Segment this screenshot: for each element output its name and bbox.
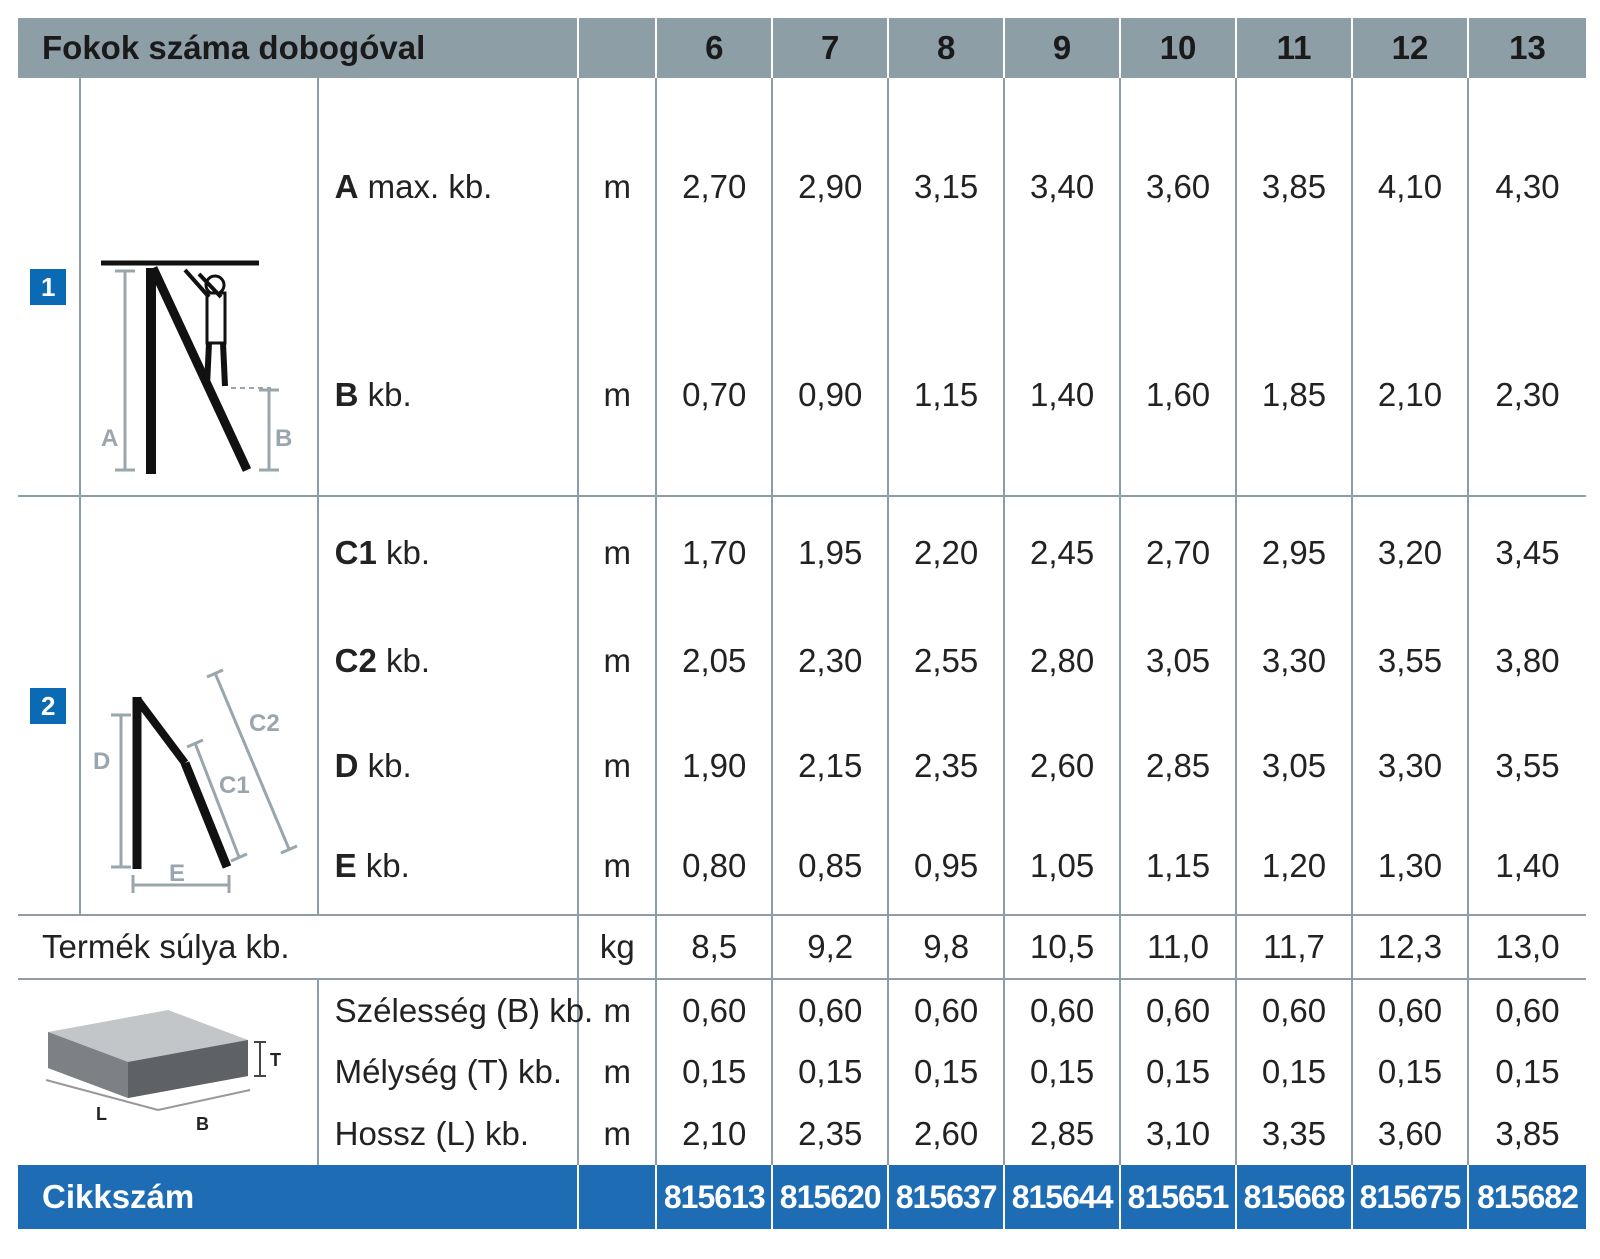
value-cell: 0,15: [656, 1041, 772, 1103]
value-cell: 2,10: [1352, 295, 1468, 496]
value-cell: 12,3: [1352, 915, 1468, 979]
figure-label-a: A: [100, 425, 118, 452]
value-cell: 2,85: [1004, 1103, 1120, 1165]
figure-label-l: L: [96, 1104, 107, 1124]
article-number-label: Cikkszám: [18, 1165, 578, 1229]
figure-label-b: B: [274, 425, 292, 452]
row-label-rest: max. kb.: [358, 167, 493, 205]
value-cell: 1,15: [1120, 818, 1236, 915]
article-number-cell: 815637: [888, 1165, 1004, 1229]
row-label-bold: C2: [334, 642, 377, 680]
row-label: Hossz (L) kb.: [318, 1103, 579, 1165]
package-box-icon: [18, 980, 310, 1160]
section-1-index: [18, 78, 80, 496]
value-cell: 8,5: [656, 915, 772, 979]
value-cell: 2,95: [1236, 496, 1352, 609]
header-unit-cell: [578, 18, 656, 78]
header-col: 9: [1004, 18, 1120, 78]
figure-label-c2: C2: [248, 710, 280, 737]
row-unit: m: [578, 1041, 656, 1103]
row-unit: m: [578, 714, 656, 819]
value-cell: 2,20: [888, 496, 1004, 609]
value-cell: 0,15: [1236, 1041, 1352, 1103]
value-cell: 13,0: [1468, 915, 1586, 979]
package-figure: [18, 979, 318, 1165]
value-cell: 1,05: [1004, 818, 1120, 915]
value-cell: 11,0: [1120, 915, 1236, 979]
value-cell: 3,60: [1120, 78, 1236, 295]
value-cell: 3,30: [1352, 714, 1468, 819]
table-row: [18, 979, 1586, 1041]
row-label-rest: kb.: [376, 533, 431, 571]
value-cell: 0,60: [1120, 979, 1236, 1041]
row-label-rest: kb.: [376, 642, 431, 680]
value-cell: 2,30: [1468, 295, 1586, 496]
row-label: [318, 609, 579, 714]
table-row: [18, 496, 1586, 609]
row-unit: m: [578, 295, 656, 496]
figure-label-e: E: [168, 860, 185, 887]
header-title: Fokok száma dobogóval: [18, 18, 578, 78]
ladder-spec-table: [18, 18, 1586, 1229]
section-2-figure: [80, 496, 318, 915]
section-1-figure: [80, 78, 318, 496]
value-cell: 1,40: [1004, 295, 1120, 496]
section-2-index: [18, 496, 80, 915]
row-label-bold: B: [334, 376, 359, 414]
value-cell: 0,60: [888, 979, 1004, 1041]
value-cell: 2,35: [888, 714, 1004, 819]
value-cell: 11,7: [1236, 915, 1352, 979]
header-col: 6: [656, 18, 772, 78]
value-cell: 3,85: [1236, 78, 1352, 295]
row-unit: m: [578, 1103, 656, 1165]
value-cell: 1,90: [656, 714, 772, 819]
value-cell: 2,80: [1004, 609, 1120, 714]
value-cell: 0,60: [1236, 979, 1352, 1041]
value-cell: 0,60: [1468, 979, 1586, 1041]
figure-label-b-box: B: [196, 1114, 209, 1134]
value-cell: 9,8: [888, 915, 1004, 979]
row-label-rest: kb.: [356, 847, 410, 885]
article-number-cell: 815651: [1120, 1165, 1236, 1229]
value-cell: 2,90: [772, 78, 888, 295]
value-cell: 2,35: [772, 1103, 888, 1165]
header-col: 8: [888, 18, 1004, 78]
value-cell: 3,05: [1236, 714, 1352, 819]
value-cell: 1,70: [656, 496, 772, 609]
weight-unit: kg: [578, 915, 656, 979]
value-cell: 3,40: [1004, 78, 1120, 295]
value-cell: 0,60: [772, 979, 888, 1041]
value-cell: 3,55: [1468, 714, 1586, 819]
row-label-bold: D: [334, 746, 359, 784]
value-cell: 0,90: [772, 295, 888, 496]
weight-row: [18, 915, 1586, 979]
value-cell: 2,60: [888, 1103, 1004, 1165]
article-number-row: [18, 1165, 1586, 1229]
section-2-badge: 2: [30, 688, 66, 724]
figure-label-t: T: [270, 1050, 281, 1070]
value-cell: 10,5: [1004, 915, 1120, 979]
value-cell: 3,30: [1236, 609, 1352, 714]
row-unit: m: [578, 609, 656, 714]
value-cell: 3,15: [888, 78, 1004, 295]
ladder-spec-table-wrapper: [18, 18, 1586, 1229]
value-cell: 3,05: [1120, 609, 1236, 714]
weight-label: Termék súlya kb.: [18, 915, 578, 979]
value-cell: 9,2: [772, 915, 888, 979]
value-cell: 2,70: [1120, 496, 1236, 609]
value-cell: 2,85: [1120, 714, 1236, 819]
value-cell: 3,20: [1352, 496, 1468, 609]
header-col: 13: [1468, 18, 1586, 78]
value-cell: 0,15: [1468, 1041, 1586, 1103]
value-cell: 2,55: [888, 609, 1004, 714]
row-unit: m: [578, 979, 656, 1041]
value-cell: 0,60: [1004, 979, 1120, 1041]
row-label: [318, 714, 579, 819]
value-cell: 0,95: [888, 818, 1004, 915]
value-cell: 0,80: [656, 818, 772, 915]
table-row: [18, 78, 1586, 295]
article-number-unit-cell: [578, 1165, 656, 1229]
value-cell: 0,15: [1352, 1041, 1468, 1103]
value-cell: 0,15: [772, 1041, 888, 1103]
value-cell: 1,15: [888, 295, 1004, 496]
value-cell: 0,60: [1352, 979, 1468, 1041]
row-label-bold: C1: [334, 533, 377, 571]
row-label-bold: A: [334, 167, 359, 205]
value-cell: 2,60: [1004, 714, 1120, 819]
value-cell: 0,15: [888, 1041, 1004, 1103]
value-cell: 3,55: [1352, 609, 1468, 714]
value-cell: 4,30: [1468, 78, 1586, 295]
value-cell: 1,40: [1468, 818, 1586, 915]
row-label-rest: kb.: [358, 376, 412, 414]
value-cell: 2,10: [656, 1103, 772, 1165]
value-cell: 0,70: [656, 295, 772, 496]
value-cell: 0,60: [656, 979, 772, 1041]
article-number-cell: 815675: [1352, 1165, 1468, 1229]
value-cell: 2,70: [656, 78, 772, 295]
value-cell: 1,30: [1352, 818, 1468, 915]
article-number-cell: 815644: [1004, 1165, 1120, 1229]
value-cell: 1,20: [1236, 818, 1352, 915]
header-col: 10: [1120, 18, 1236, 78]
row-label: [318, 78, 579, 295]
header-col: 12: [1352, 18, 1468, 78]
ladder-freestanding-icon: [81, 497, 313, 909]
header-col: 11: [1236, 18, 1352, 78]
section-1-badge: 1: [30, 269, 66, 305]
value-cell: 3,35: [1236, 1103, 1352, 1165]
row-label-bold: E: [334, 847, 357, 885]
value-cell: 3,85: [1468, 1103, 1586, 1165]
value-cell: 0,15: [1120, 1041, 1236, 1103]
value-cell: 4,10: [1352, 78, 1468, 295]
header-col: 7: [772, 18, 888, 78]
row-unit: m: [578, 496, 656, 609]
figure-label-c1: C1: [218, 772, 250, 799]
ladder-leaning-ceiling-icon: [81, 78, 313, 490]
value-cell: 1,95: [772, 496, 888, 609]
value-cell: 2,05: [656, 609, 772, 714]
figure-label-d: D: [92, 748, 110, 775]
value-cell: 3,45: [1468, 496, 1586, 609]
value-cell: 3,10: [1120, 1103, 1236, 1165]
row-label: Mélység (T) kb.: [318, 1041, 579, 1103]
row-label: [318, 295, 579, 496]
row-label: Szélesség (B) kb.: [318, 979, 579, 1041]
value-cell: 0,15: [1004, 1041, 1120, 1103]
article-number-cell: 815613: [656, 1165, 772, 1229]
value-cell: 2,15: [772, 714, 888, 819]
value-cell: 0,85: [772, 818, 888, 915]
row-label: [318, 496, 579, 609]
row-unit: m: [578, 818, 656, 915]
value-cell: 2,30: [772, 609, 888, 714]
article-number-cell: 815620: [772, 1165, 888, 1229]
row-label: [318, 818, 579, 915]
header-row: [18, 18, 1586, 78]
article-number-cell: 815682: [1468, 1165, 1586, 1229]
value-cell: 1,85: [1236, 295, 1352, 496]
value-cell: 3,80: [1468, 609, 1586, 714]
row-label-rest: kb.: [358, 746, 412, 784]
row-unit: m: [578, 78, 656, 295]
value-cell: 3,60: [1352, 1103, 1468, 1165]
value-cell: 2,45: [1004, 496, 1120, 609]
value-cell: 1,60: [1120, 295, 1236, 496]
article-number-cell: 815668: [1236, 1165, 1352, 1229]
